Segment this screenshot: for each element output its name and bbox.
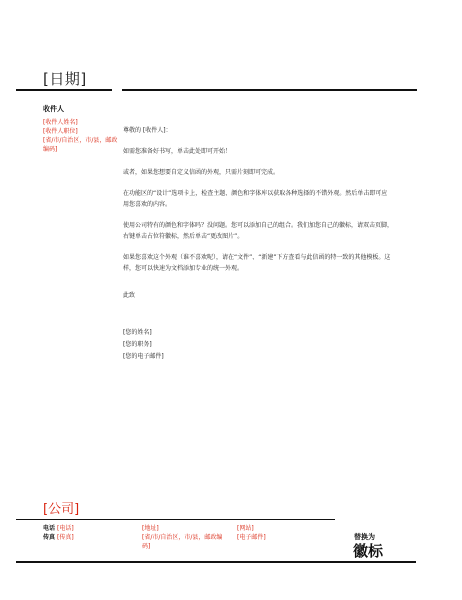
logo-placeholder[interactable]: 徽标 [353,542,384,560]
footer-address-column [142,524,230,551]
closing[interactable]: 此致 [123,292,136,299]
recipient-address-field[interactable]: [省/市/自治区，市/县，邮政编码] [43,137,118,153]
recipient-heading: 收件人 [43,105,64,113]
email-field[interactable]: [电子邮件] [237,534,266,541]
fax-field[interactable]: [传真] [57,534,74,541]
footer-rule [16,519,335,520]
letter-body[interactable] [123,125,393,363]
letter-paragraph[interactable]: 如需您准备好书写，单击此处即可开始！ [123,148,232,155]
recipient-name-field[interactable]: [收件人姓名] [43,119,78,126]
recipient-title-field[interactable]: [收件人职位] [43,128,78,135]
phone-label: 电话 [43,525,56,532]
footer-web-column [237,524,266,542]
salutation[interactable]: 尊敬的 [收件人]： [123,127,172,134]
signature-block [123,327,393,363]
sender-email-field[interactable]: [您的电子邮件] [123,353,164,360]
address-line2-field[interactable]: [省/市/自治区，市/县，邮政编码] [142,534,223,550]
phone-field[interactable]: [电话] [57,525,74,532]
fax-label: 传真 [43,534,56,541]
letter-paragraph[interactable]: 或者，如果您想要自定义信函的外观，只需片刻即可完成。 [123,169,280,176]
letter-paragraph[interactable]: 在功能区的“设计”选项卡上，检查主题、颜色和字体库以获取各种选择的不错外观。然后单击即可应用您喜欢的内容。 [123,190,388,208]
sender-title-field[interactable]: [您的职务] [123,341,152,348]
letter-paragraph[interactable]: 使用公司特有的颜色和字体吗？没问题。您可以添加自己的组合。我们加您自己的徽标，请双击页脚，右键单击占位符徽标，然后单击“更改图片”。 [123,222,394,240]
company-name-field[interactable]: [公司] [43,502,80,517]
sender-name-field[interactable]: [您的姓名] [123,329,152,336]
footer-bottom-rule [16,561,416,563]
header-rule-left [16,89,112,91]
recipient-block [43,118,121,154]
logo-placeholder-caption[interactable]: 替换为 [354,533,375,541]
date-field[interactable]: [日期] [43,70,87,88]
website-field[interactable]: [网站] [237,525,254,532]
letter-paragraph[interactable]: 如果您喜欢这个外观（谁不喜欢呢），请在“文件”、“新建”下方查看与此信函的特一致的其他模板。这样，您可以快速为文档添加专业的统一外观。 [123,254,391,272]
address-field[interactable]: [地址] [142,525,159,532]
footer-contact-column [43,524,74,542]
header-rule-right [122,89,417,91]
